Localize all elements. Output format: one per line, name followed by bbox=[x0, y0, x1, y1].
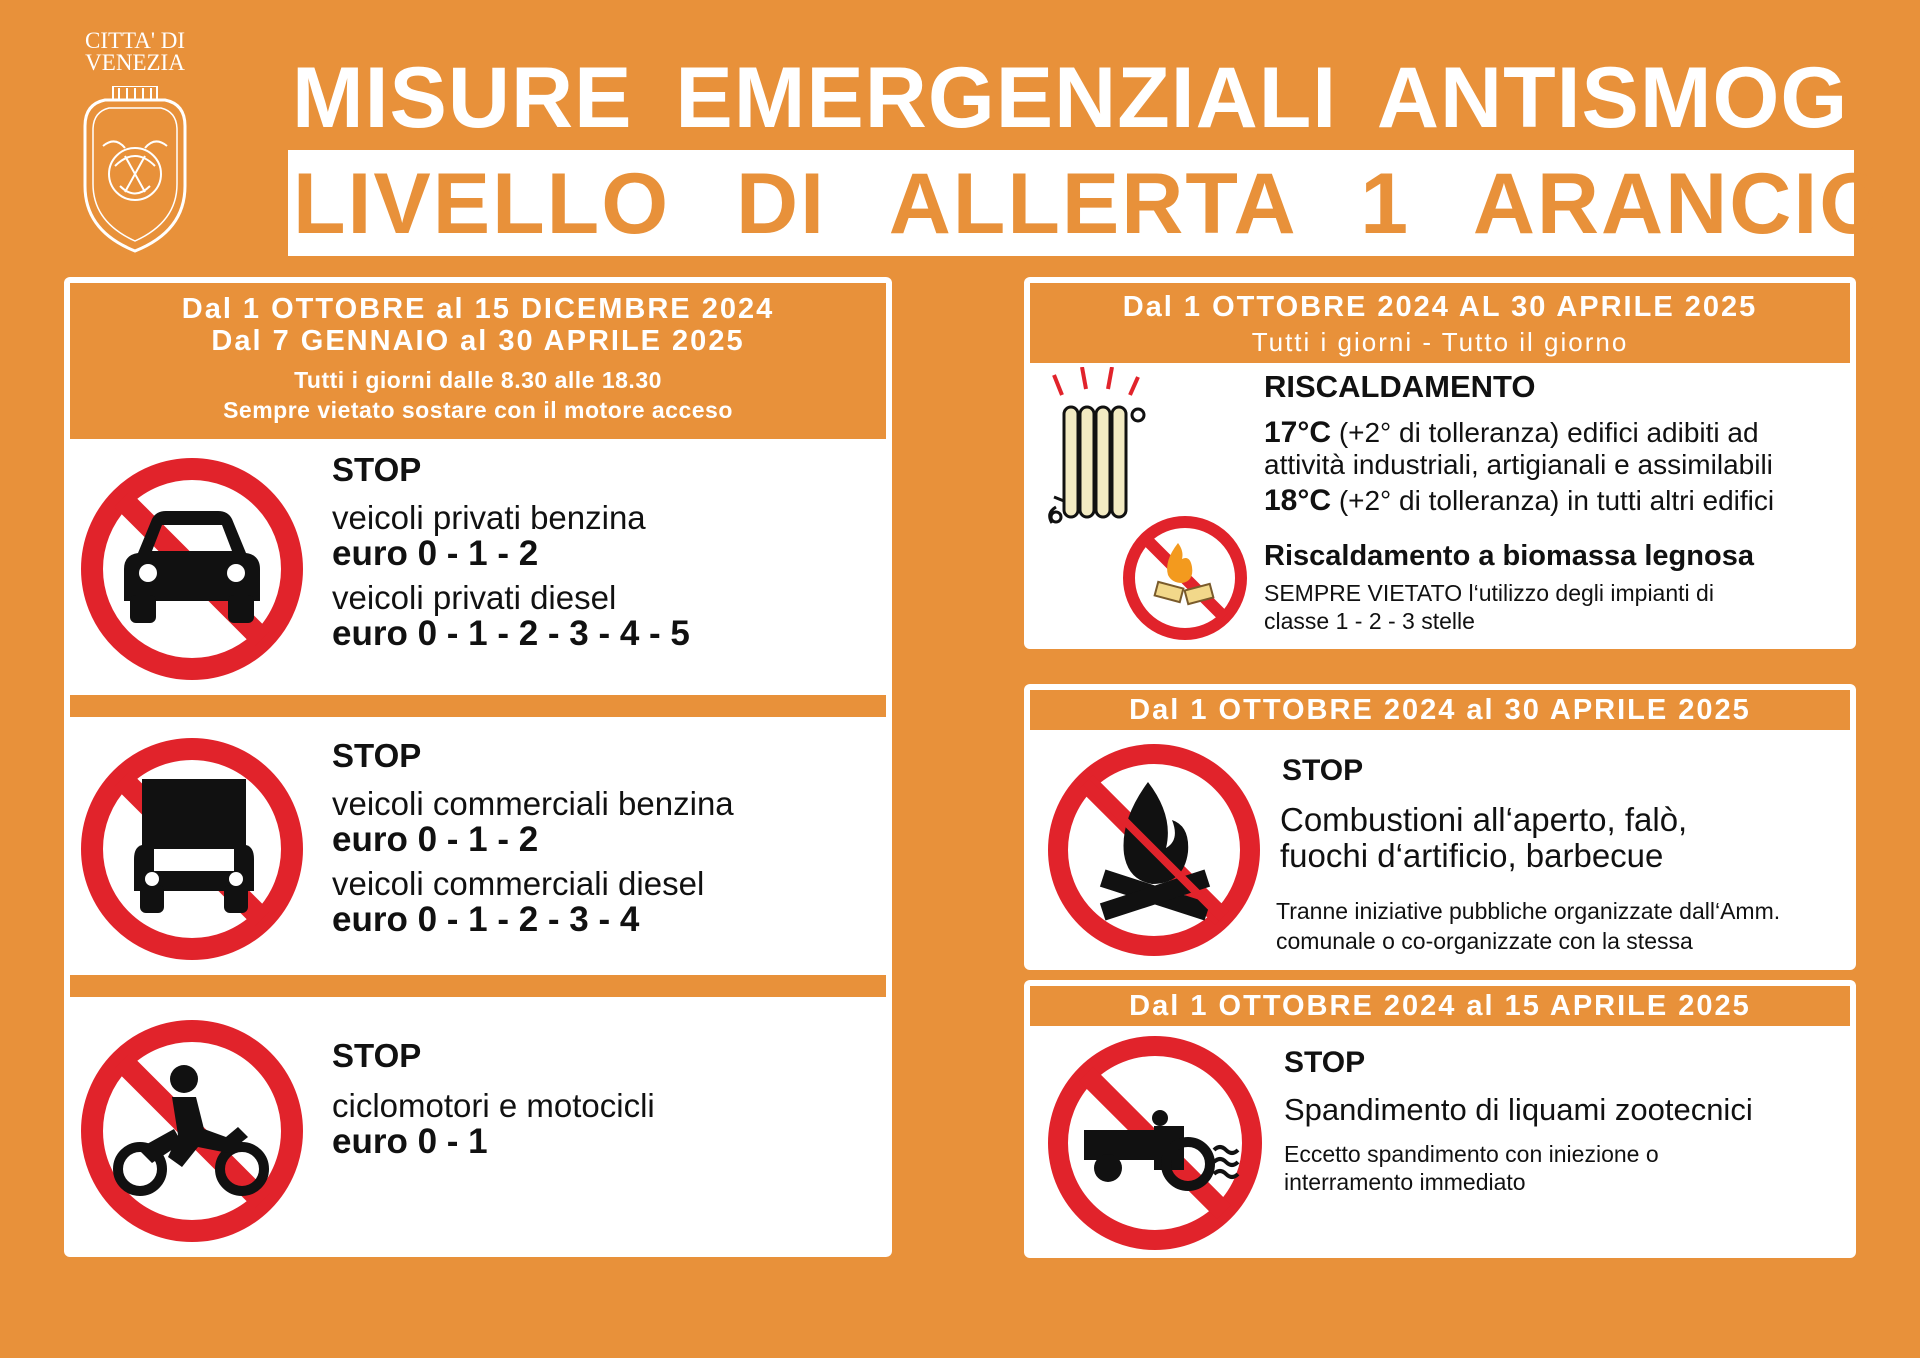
alert-level-title: LIVELLO DI ALLERTA 1 ARANCIO bbox=[293, 156, 1889, 252]
biomass-text1: SEMPRE VIETATO l‘utilizzo degli impianti di bbox=[1264, 580, 1714, 606]
city-logo bbox=[70, 30, 200, 260]
fire-panel-header bbox=[1030, 690, 1850, 730]
vehicle-period-2: Dal 7 GENNAIO al 30 APRILE 2025 bbox=[211, 325, 745, 357]
cars-petrol-euro: euro 0 - 1 - 2 bbox=[332, 534, 539, 573]
cars-diesel-label: veicoli privati diesel bbox=[332, 579, 617, 616]
no-car-sign-icon bbox=[78, 455, 306, 683]
heating-18-temp: 18°C bbox=[1264, 484, 1332, 517]
manure-note1: Eccetto spandimento con iniezione o bbox=[1284, 1141, 1659, 1167]
no-wood-stove-sign-icon bbox=[1120, 513, 1250, 643]
open-fire-panel bbox=[1024, 684, 1856, 970]
vehicle-period-1: Dal 1 OTTOBRE al 15 DICEMBRE 2024 bbox=[181, 293, 775, 325]
divider-band bbox=[70, 975, 886, 997]
heating-panel bbox=[1024, 277, 1856, 649]
manure-note2: interramento immediato bbox=[1284, 1169, 1526, 1195]
fire-period: Dal 1 OTTOBRE 2024 al 30 APRILE 2025 bbox=[1129, 694, 1751, 726]
fire-stop-label: STOP bbox=[1282, 754, 1364, 787]
alert-level-banner bbox=[288, 150, 1889, 256]
heating-17-text: (+2° di tolleranza) edifici adibiti ad bbox=[1338, 417, 1759, 448]
no-truck-sign-icon bbox=[78, 735, 306, 963]
vehicle-hours: Tutti i giorni dalle 8.30 alle 18.30 bbox=[294, 367, 662, 393]
heating-17-temp: 17°C bbox=[1264, 416, 1332, 449]
radiator-icon bbox=[1042, 367, 1162, 537]
logo-line2: VENEZIA bbox=[85, 50, 185, 75]
manure-period: Dal 1 OTTOBRE 2024 al 15 APRILE 2025 bbox=[1129, 990, 1751, 1022]
heating-panel-header bbox=[1030, 283, 1850, 363]
heating-schedule: Tutti i giorni - Tutto il giorno bbox=[1251, 327, 1629, 357]
no-motorcycle-sign-icon bbox=[78, 1017, 306, 1245]
heating-17-text2: attività industriali, artigianali e assimilabili bbox=[1264, 449, 1773, 480]
heating-17-line bbox=[1264, 417, 1759, 449]
heating-period: Dal 1 OTTOBRE 2024 AL 30 APRILE 2025 bbox=[1122, 291, 1758, 323]
fire-line1: Combustioni all‘aperto, falò, bbox=[1280, 801, 1688, 838]
heating-18-text: (+2° di tolleranza) in tutti altri edifici bbox=[1338, 485, 1775, 516]
no-tractor-sign-icon bbox=[1044, 1032, 1266, 1254]
logo-text bbox=[70, 30, 200, 74]
vehicle-panel-header bbox=[70, 283, 886, 439]
vehicle-idling-note: Sempre vietato sostare con il motore acceso bbox=[223, 397, 733, 423]
trucks-diesel-label: veicoli commerciali diesel bbox=[332, 865, 705, 902]
manure-line1: Spandimento di liquami zootecnici bbox=[1284, 1092, 1753, 1127]
heating-18-line bbox=[1264, 485, 1774, 517]
heating-title: RISCALDAMENTO bbox=[1264, 369, 1536, 404]
trucks-diesel-euro: euro 0 - 1 - 2 - 3 - 4 bbox=[332, 900, 640, 939]
manure-stop-label: STOP bbox=[1284, 1046, 1366, 1079]
cars-stop-label: STOP bbox=[332, 451, 422, 488]
main-title: MISURE EMERGENZIALI ANTISMOG bbox=[292, 50, 1849, 146]
trucks-petrol-label: veicoli commerciali benzina bbox=[332, 785, 734, 822]
manure-panel-header bbox=[1030, 986, 1850, 1026]
trucks-petrol-euro: euro 0 - 1 - 2 bbox=[332, 820, 539, 859]
lion-shield-icon bbox=[75, 86, 195, 256]
fire-note1: Tranne iniziative pubbliche organizzate dall‘Amm. bbox=[1276, 898, 1781, 924]
biomass-title: Riscaldamento a biomassa legnosa bbox=[1264, 540, 1754, 572]
fire-line2: fuochi d‘artificio, barbecue bbox=[1280, 837, 1664, 874]
fire-note2: comunale o co-organizzate con la stessa bbox=[1276, 928, 1693, 954]
cars-diesel-euro: euro 0 - 1 - 2 - 3 - 4 - 5 bbox=[332, 614, 690, 653]
moto-stop-label: STOP bbox=[332, 1037, 422, 1074]
vehicle-restrictions-panel bbox=[64, 277, 892, 1257]
moto-euro: euro 0 - 1 bbox=[332, 1122, 488, 1161]
biomass-text2: classe 1 - 2 - 3 stelle bbox=[1264, 608, 1475, 634]
trucks-stop-label: STOP bbox=[332, 737, 422, 774]
cars-petrol-label: veicoli privati benzina bbox=[332, 499, 646, 536]
moto-label: ciclomotori e motocicli bbox=[332, 1087, 655, 1124]
logo-line1: CITTA' DI bbox=[84, 28, 186, 53]
no-fire-sign-icon bbox=[1044, 740, 1264, 960]
divider-band bbox=[70, 695, 886, 717]
manure-panel bbox=[1024, 980, 1856, 1258]
